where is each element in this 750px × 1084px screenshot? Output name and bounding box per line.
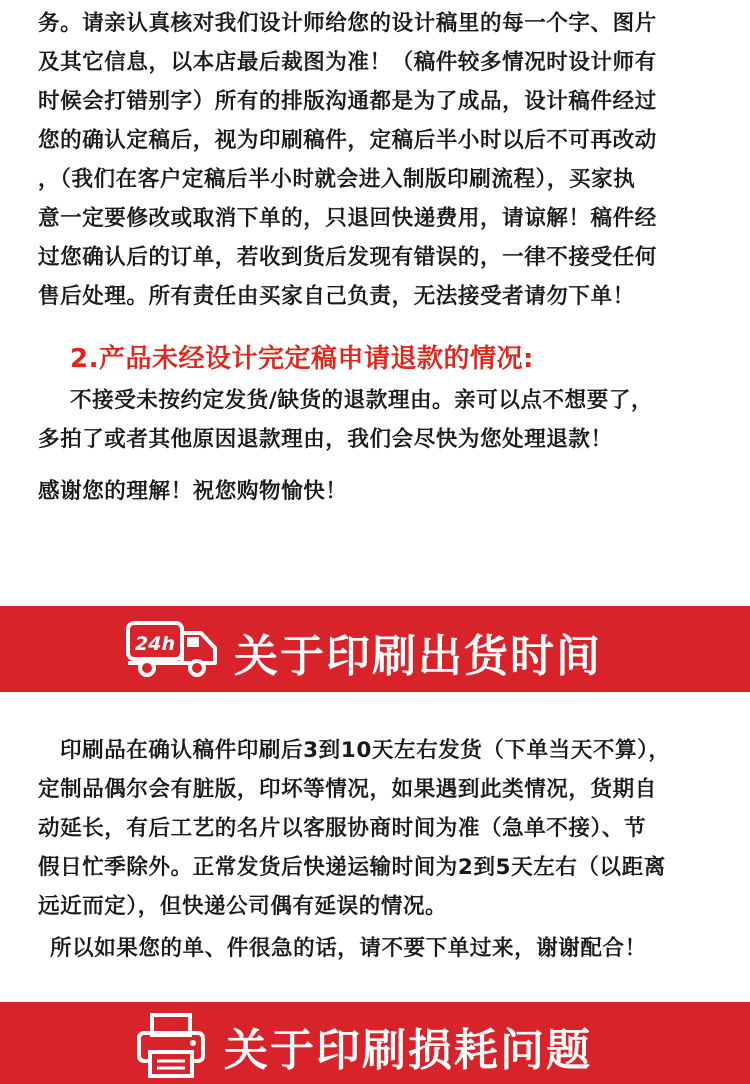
- text-line: 务。请亲认真核对我们设计师给您的设计稿里的每一个字、图片: [38, 11, 657, 36]
- shipping-banner: [0, 606, 750, 692]
- text-line: 假日忙季除外。正常发货后快递运输时间为2到5天左右（以距离: [38, 855, 666, 880]
- shipping-paragraph: [38, 731, 718, 968]
- text-line: 远近而定），但快递公司偶有延误的情况。: [38, 894, 448, 919]
- text-line: 定制品偶尔会有脏版，印坏等情况，如果遇到此类情况，货期自: [38, 777, 657, 802]
- truck-label: 24h: [135, 633, 175, 655]
- text-line: ，（我们在客户定稿后半小时就会进入制版印刷流程），买家执: [38, 167, 636, 192]
- text-line: 不接受未按约定发货/缺货的退款理由。亲可以点不想要了，: [70, 388, 654, 413]
- thanks-text: 感谢您的理解！祝您购物愉快！: [38, 479, 348, 504]
- text-line: 意一定要修改或取消下单的，只退回快递费用，请谅解！稿件经: [38, 206, 657, 231]
- refund-paragraph-2: [38, 381, 718, 459]
- thanks-line-wrap: [38, 472, 718, 511]
- banner-title: 关于印刷出货时间: [234, 631, 602, 682]
- refund-paragraph: [38, 4, 718, 316]
- printer-icon: [136, 1012, 206, 1078]
- text-line: 动延长，有后工艺的名片以客服协商时间为准（急单不接）、节: [38, 816, 647, 841]
- banner-title: 关于印刷损耗问题: [224, 1025, 592, 1076]
- text-line: 印刷品在确认稿件印刷后3到10天左右发货（下单当天不算），: [60, 738, 671, 763]
- text-line: 您的确认定稿后，视为印刷稿件，定稿后半小时以后不可再改动: [38, 128, 657, 153]
- section-heading: 2.产品未经设计完定稿申请退款的情况:: [70, 344, 534, 374]
- text-line: 多拍了或者其他原因退款理由，我们会尽快为您处理退款！: [38, 427, 613, 452]
- text-line: 售后处理。所有责任由买家自己负责，无法接受者请勿下单！: [38, 284, 635, 309]
- text-line: 及其它信息，以本店最后裁图为准！（稿件较多情况时设计师有: [38, 50, 657, 75]
- delivery-truck-24h-icon: [125, 618, 221, 680]
- text-line: 过您确认后的订单，若收到货后发现有错误的，一律不接受任何: [38, 245, 657, 270]
- text-line: 时候会打错别字）所有的排版沟通都是为了成品，设计稿件经过: [38, 89, 657, 114]
- loss-banner: [0, 1002, 750, 1084]
- text-line: 所以如果您的单、件很急的话，请不要下单过来，谢谢配合！: [50, 936, 647, 961]
